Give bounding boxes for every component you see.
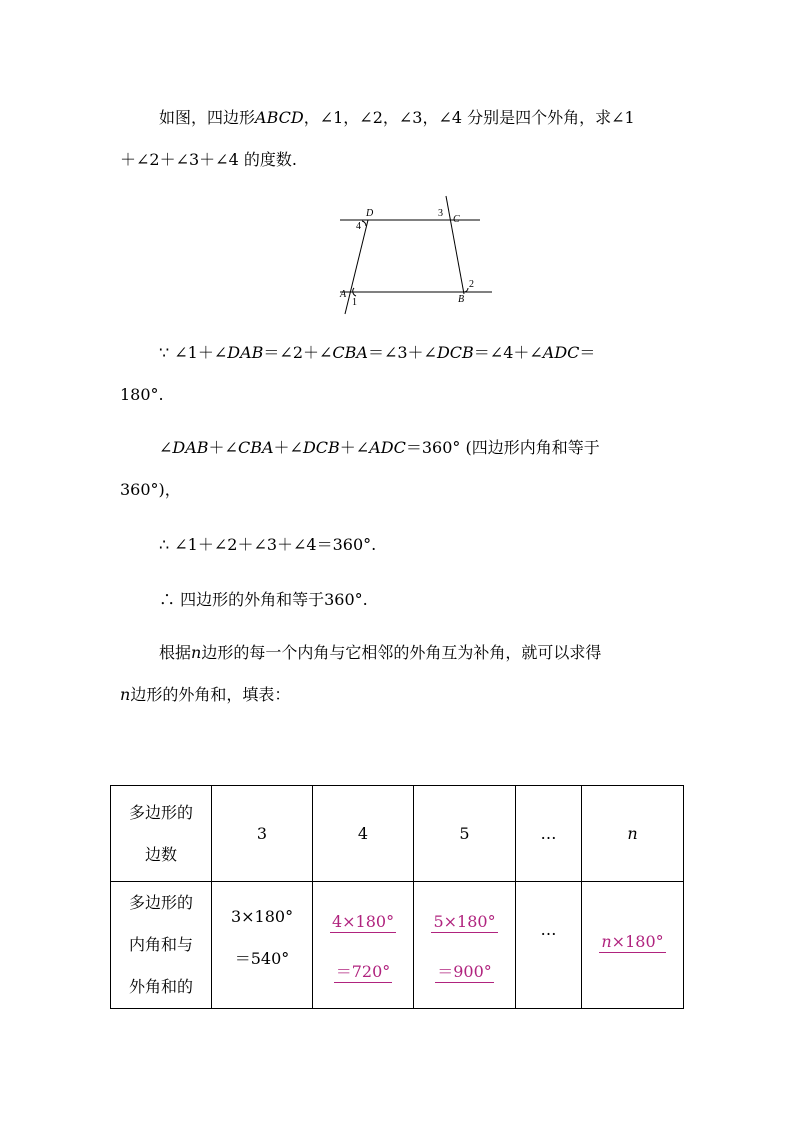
- angle-name: CBA: [332, 343, 368, 362]
- table-cell: 3: [212, 786, 313, 882]
- problem-text: ，∠1，∠2，∠3，∠4 分别是四个外角，求∠1: [303, 108, 635, 127]
- table-cell: …: [516, 882, 582, 1009]
- angle-name: DAB: [172, 438, 209, 457]
- solution-line-5: [159, 643, 601, 663]
- text: ＝∠3＋∠: [367, 343, 437, 362]
- solution-line-3: ∴ ∠1＋∠2＋∠3＋∠4＝360°.: [159, 535, 377, 554]
- answer-text: ＝900°: [437, 962, 492, 981]
- label-D: D: [366, 208, 374, 219]
- label-B: B: [458, 294, 465, 305]
- variable-n: n: [601, 932, 612, 951]
- text: 边形的每一个内角与它相邻的外角互为补角，就可以求得: [201, 643, 602, 662]
- table-cell: [212, 882, 313, 1009]
- angle-name: ADC: [542, 343, 580, 362]
- solution-line-4: ∴ 四边形的外角和等于360°.: [159, 590, 368, 609]
- label-4: 4: [356, 221, 361, 232]
- problem-line-1: [159, 108, 635, 128]
- text: ＋∠: [208, 438, 238, 457]
- cell-text: 外角和的: [128, 977, 193, 996]
- text: ＋∠: [339, 438, 370, 457]
- table-header-cell: [111, 786, 212, 882]
- answer-cell: [414, 882, 516, 1009]
- table-header-cell: [111, 882, 212, 1009]
- answer-text: [599, 932, 665, 953]
- text: 边形的外角和，填表：: [130, 685, 291, 704]
- quadrilateral-figure: [330, 192, 500, 322]
- cell-text: 多边形的: [128, 893, 193, 912]
- label-C: C: [453, 214, 460, 225]
- solution-line-2: [159, 438, 600, 458]
- text: 根据: [159, 643, 192, 662]
- variable-n: n: [120, 685, 131, 704]
- angle-name: DAB: [227, 343, 264, 362]
- answer-text: 5×180°: [433, 912, 496, 931]
- text: ＝: [579, 343, 596, 362]
- problem-text: 如图，四边形: [159, 108, 256, 127]
- label-3: 3: [438, 208, 443, 219]
- cell-text: ＝540°: [234, 949, 290, 968]
- table-cell: 5: [414, 786, 516, 882]
- text: ∵ ∠1＋∠: [159, 343, 228, 362]
- label-A: A: [340, 289, 347, 300]
- solution-line-2b: 360°)，: [120, 480, 181, 499]
- angle-4-arc: [362, 221, 366, 226]
- text: ∠: [159, 438, 173, 457]
- text: ＝∠2＋∠: [263, 343, 333, 362]
- table-row: [111, 882, 684, 1009]
- answer-cell: [313, 882, 414, 1009]
- solution-line-1: [159, 343, 595, 363]
- text: ＋∠: [273, 438, 303, 457]
- text: ＝360° (四边形内角和等于: [405, 438, 600, 457]
- text: ＝∠4＋∠: [473, 343, 543, 362]
- angle-name: DCB: [436, 343, 474, 362]
- table-cell: n: [582, 786, 684, 882]
- answer-text: ＝720°: [335, 962, 391, 981]
- table-row: [111, 786, 684, 882]
- quad-name: ABCD: [255, 108, 304, 127]
- variable-n: n: [191, 643, 202, 662]
- label-2: 2: [469, 279, 474, 290]
- angle-name: ADC: [369, 438, 406, 457]
- answer-text: 4×180°: [331, 912, 395, 931]
- solution-line-6: [120, 685, 290, 705]
- angle-2-arc: [464, 288, 468, 292]
- cell-text: 3×180°: [230, 907, 294, 926]
- angle-name: CBA: [237, 438, 274, 457]
- answer-cell: [582, 882, 684, 1009]
- line-cb: [446, 196, 464, 294]
- answer-text-rest: ×180°: [611, 932, 664, 951]
- label-1: 1: [352, 297, 357, 308]
- problem-line-2: ＋∠2＋∠3＋∠4 的度数.: [120, 150, 297, 169]
- solution-line-1b: 180°.: [120, 385, 164, 404]
- cell-text: 内角和与: [128, 935, 193, 954]
- cell-text: 边数: [144, 844, 177, 864]
- angle-name: DCB: [302, 438, 340, 457]
- cell-text: 多边形的: [128, 802, 193, 822]
- fill-in-table: [110, 785, 684, 1009]
- table-cell: …: [516, 786, 582, 882]
- table-cell: 4: [313, 786, 414, 882]
